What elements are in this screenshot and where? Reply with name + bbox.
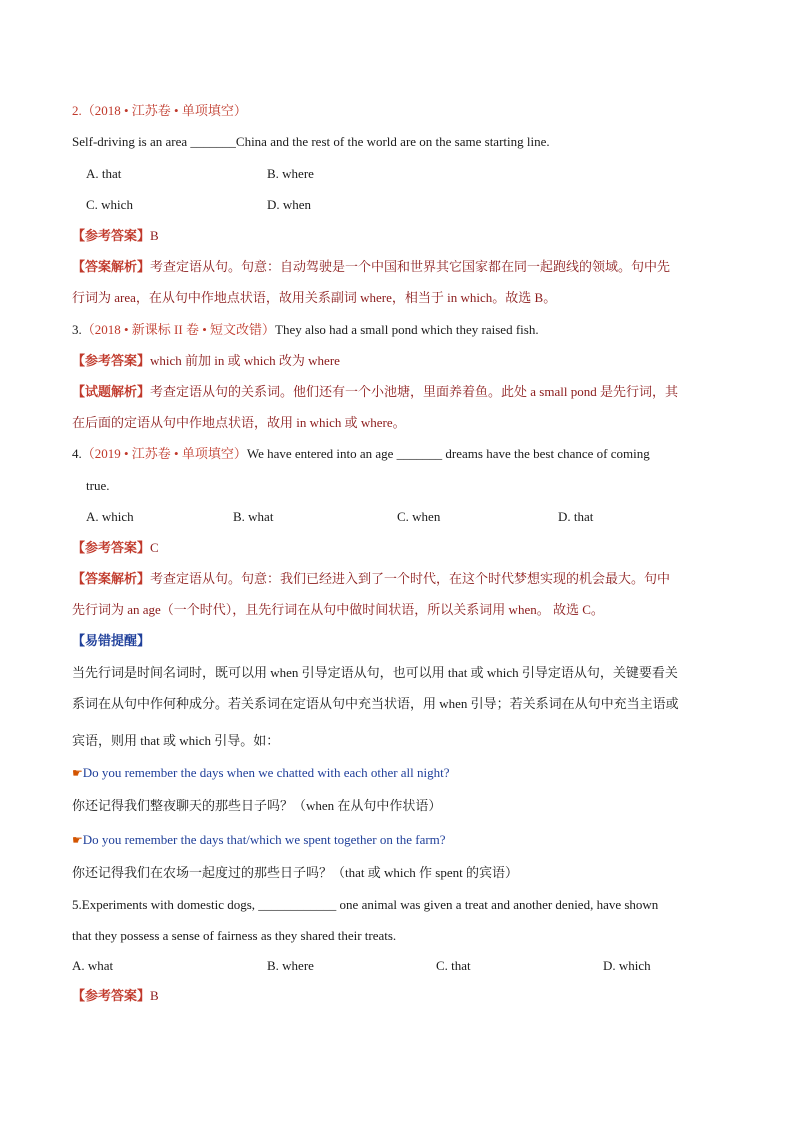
q3-analysis-label: 【试题解析】 <box>72 384 151 399</box>
q5-option-b: B. where <box>267 958 314 973</box>
tip-line1: 当先行词是时间名词时，既可以用 when 引导定语从句，也可以用 that 或 which 引导定语从句，关键要看关 <box>72 665 678 680</box>
q3-analysis-text1: 考查定语从句的关系词。他们还有一个小池塘，里面养着鱼。此处 a small pond 是先行词，其 <box>150 384 678 399</box>
q2-analysis-label: 【答案解析】 <box>72 259 151 274</box>
q5-stem-line2: that they possess a sense of fairness as they shared their treats. <box>72 928 397 943</box>
q2-stem: Self-driving is an area _______China and the rest of the world are on the same starting line. <box>72 134 550 149</box>
q2-answer <box>72 227 159 245</box>
q4-analysis-label: 【答案解析】 <box>72 571 151 586</box>
q3-answer-value: which 前加 in 或 which 改为 where <box>150 353 340 368</box>
q5-option-d: D. which <box>603 958 651 973</box>
tip-example1 <box>72 764 450 782</box>
q2-option-b: B. where <box>267 166 314 181</box>
q2-option-a: A. that <box>86 166 122 181</box>
tip-example1-en: Do you remember the days when we chatted with each other all night? <box>82 765 450 780</box>
q2-analysis-line2: 行词为 area，在从句中作地点状语，故用关系副词 where，相当于 in which。故选 B。 <box>72 290 557 305</box>
q5-answer <box>72 987 159 1005</box>
q2-option-c: C. which <box>86 197 133 212</box>
q4-stem-line2: true. <box>86 478 110 493</box>
q4-source: （2019 • 江苏卷 • 单项填空） <box>81 446 247 461</box>
q2-analysis-line1 <box>72 258 670 276</box>
tip-example2-cn: 你还记得我们在农场一起度过的那些日子吗？（that 或 which 作 spent 的宾语） <box>72 865 518 880</box>
q3-analysis-line1 <box>72 383 678 401</box>
q4-option-d: D. that <box>558 509 594 524</box>
q5-stem-line1: 5.Experiments with domestic dogs, ____________ one animal was given a treat and another denied, have shown <box>72 897 659 912</box>
pointing-hand-icon: ☛ <box>72 833 83 847</box>
q2-answer-label: 【参考答案】 <box>72 228 151 243</box>
q5-answer-label: 【参考答案】 <box>72 988 151 1003</box>
q5-option-c: C. that <box>436 958 471 973</box>
q2-answer-value: B <box>150 228 159 243</box>
q3-header <box>72 321 539 339</box>
q4-option-c: C. when <box>397 509 441 524</box>
q5-option-a: A. what <box>72 958 114 973</box>
tip-example2 <box>72 831 446 849</box>
q2-analysis-text1: 考查定语从句。句意：自动驾驶是一个中国和世界其它国家都在同一起跑线的领域。句中先 <box>150 259 671 274</box>
q4-number: 4. <box>72 446 82 461</box>
q2-number: 2. <box>72 103 82 118</box>
pointing-hand-icon: ☛ <box>72 766 83 780</box>
tip-example2-en: Do you remember the days that/which we spent together on the farm? <box>82 832 446 847</box>
q4-stem-line1: We have entered into an age _______ dreams have the best chance of coming <box>246 446 650 461</box>
q4-answer-value: C <box>150 540 159 555</box>
q5-answer-value: B <box>150 988 159 1003</box>
q3-answer-label: 【参考答案】 <box>72 353 151 368</box>
q3-source: （2018 • 新课标 II 卷 • 短文改错） <box>81 322 276 337</box>
q4-analysis-text1: 考查定语从句。句意：我们已经进入到了一个时代，在这个时代梦想实现的机会最大。句中 <box>150 571 671 586</box>
q2-header <box>72 102 247 120</box>
q4-option-b: B. what <box>233 509 274 524</box>
q4-option-a: A. which <box>86 509 134 524</box>
q3-stem: They also had a small pond which they raised fish. <box>275 322 539 337</box>
q4-answer <box>72 539 159 557</box>
q4-answer-label: 【参考答案】 <box>72 540 151 555</box>
tip-line2: 系词在从句中作何种成分。若关系词在定语从句中充当状语，用 when 引导；若关系词在从句中充当主语或 <box>72 696 679 711</box>
q4-header <box>72 445 650 463</box>
q2-source: （2018 • 江苏卷 • 单项填空） <box>81 103 247 118</box>
q3-analysis-line2: 在后面的定语从句中作地点状语，故用 in which 或 where。 <box>72 415 406 430</box>
tip-title: 【易错提醒】 <box>72 633 151 648</box>
q3-number: 3. <box>72 322 82 337</box>
q4-analysis-line1 <box>72 570 670 588</box>
q4-analysis-line2: 先行词为 an age（一个时代），且先行词在从句中做时间状语，所以关系词用 when。 故选 C。 <box>72 602 604 617</box>
q3-answer <box>72 352 340 370</box>
tip-line3: 宾语，则用 that 或 which 引导。如： <box>72 733 280 748</box>
q2-option-d: D. when <box>267 197 312 212</box>
tip-example1-cn: 你还记得我们整夜聊天的那些日子吗？（when 在从句中作状语） <box>72 798 442 813</box>
